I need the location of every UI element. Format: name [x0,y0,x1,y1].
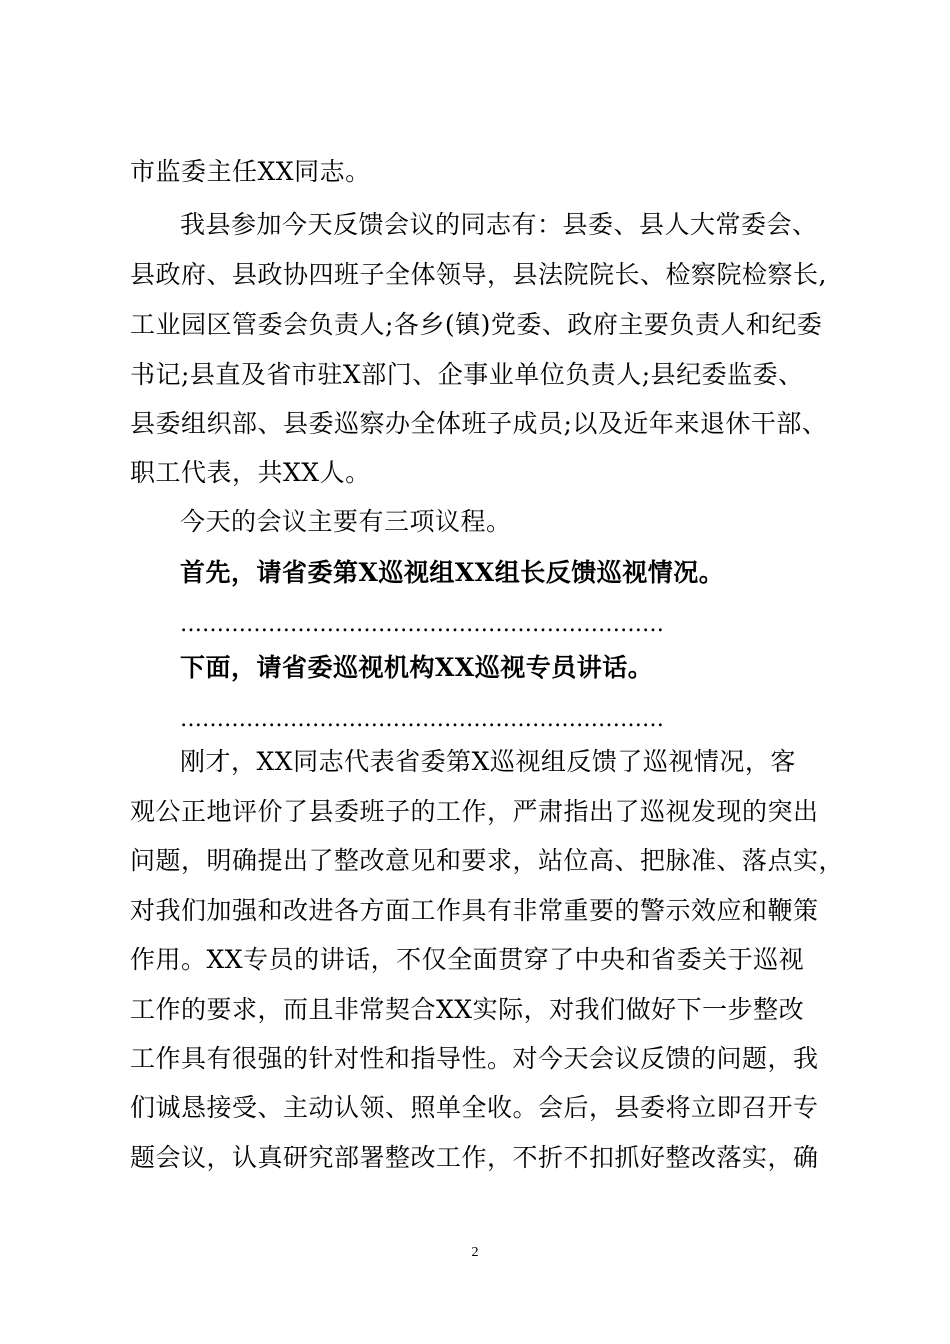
text-line: 问题，明确提出了整改意见和要求，站位高、把脉准、落点实， [130,846,845,875]
text-line: 工作的要求，而且非常契合XX实际，对我们做好下一步整改 [130,995,805,1024]
text-line: 职工代表，共XX人。 [130,458,371,487]
ellipsis-line: ………………………………………………………… [180,707,664,732]
page-number: 2 [471,1245,479,1260]
text-line: 题会议，认真研究部署整改工作，不折不扣抓好整改落实，确 [130,1143,819,1172]
text-line: 市监委主任XX同志。 [130,157,371,186]
text-line: 书记;县直及省市驻X部门、企事业单位负责人;县纪委监委、 [130,360,804,389]
text-line: 县政府、县政协四班子全体领导，县法院院长、检察院检察长, [130,260,827,289]
text-line: 作用。XX专员的讲话，不仅全面贯穿了中央和省委关于巡视 [130,945,805,974]
text-line: 工业园区管委会负责人;各乡(镇)党委、政府主要负责人和纪委 [130,310,823,339]
text-line: 观公正地评价了县委班子的工作，严肃指出了巡视发现的突出 [130,797,819,826]
text-line: 今天的会议主要有三项议程。 [180,507,512,536]
text-line: 刚才，XX同志代表省委第X巡视组反馈了巡视情况，客 [180,747,796,776]
heading-line: 下面，请省委巡视机构XX巡视专员讲话。 [180,653,654,682]
text-line: 工作具有很强的针对性和指导性。对今天会议反馈的问题，我 [130,1044,819,1073]
text-line: 们诚恳接受、主动认领、照单全收。会后，县委将立即召开专 [130,1093,819,1122]
text-line: 我县参加今天反馈会议的同志有：县委、县人大常委会、 [180,210,818,239]
heading-line: 首先，请省委第X巡视组XX组长反馈巡视情况。 [180,558,725,587]
text-line: 对我们加强和改进各方面工作具有非常重要的警示效应和鞭策 [130,896,819,925]
text-line: 县委组织部、县委巡察办全体班子成员;以及近年来退休干部、 [130,409,828,438]
ellipsis-line: ………………………………………………………… [180,612,664,637]
